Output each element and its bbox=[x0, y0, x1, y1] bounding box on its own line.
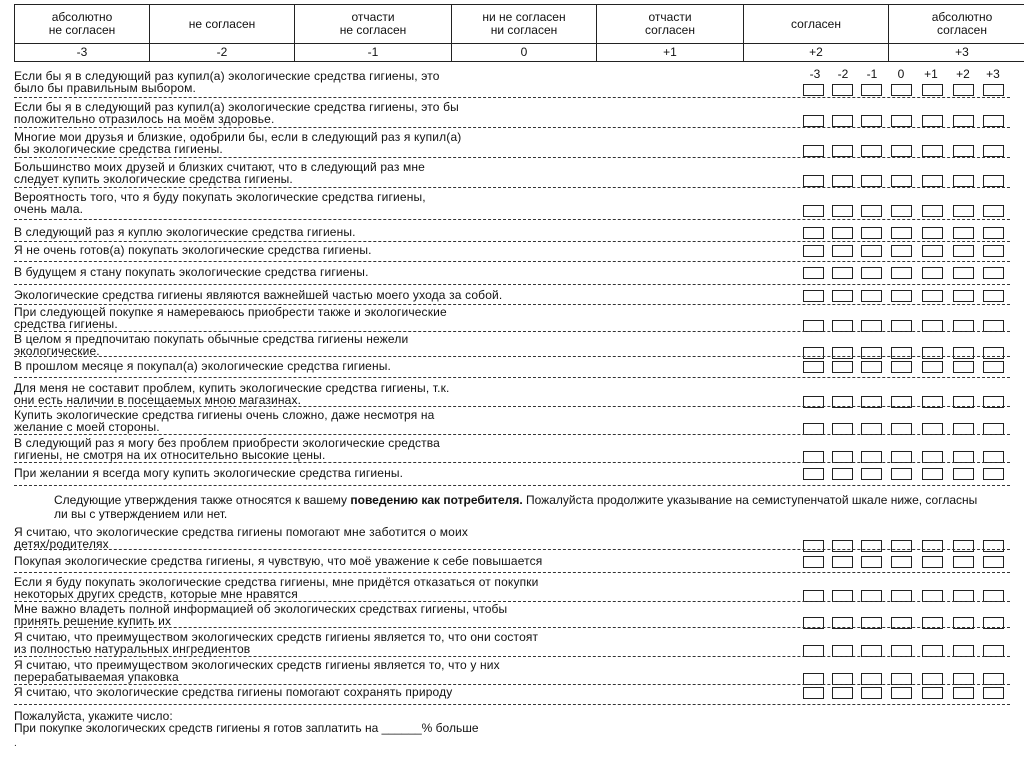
rating-checkbox[interactable] bbox=[922, 468, 943, 480]
rating-checkbox[interactable] bbox=[922, 115, 943, 127]
scale-label bbox=[295, 5, 452, 44]
column-header-label: +3 bbox=[986, 67, 1000, 81]
rating-checkbox[interactable] bbox=[953, 205, 974, 217]
rating-checkbox[interactable] bbox=[861, 687, 882, 699]
rating-checkbox-group bbox=[803, 267, 1010, 280]
rating-checkbox-group bbox=[803, 290, 1010, 303]
rating-checkbox[interactable] bbox=[953, 84, 974, 96]
rating-checkbox[interactable] bbox=[983, 556, 1004, 568]
statement-text: В прошлом месяце я покупал(а) экологические средства гигиены. bbox=[14, 359, 392, 373]
dashed-divider bbox=[14, 462, 1010, 463]
rating-checkbox[interactable] bbox=[832, 290, 853, 302]
rating-checkbox[interactable] bbox=[832, 347, 853, 359]
statement-text: Я считаю, что экологические средства гигиены помогают мне заботится о моих детях/родителях bbox=[14, 525, 469, 551]
dashed-divider bbox=[14, 704, 1010, 705]
rating-checkbox[interactable] bbox=[832, 361, 853, 373]
rating-checkbox[interactable] bbox=[832, 468, 853, 480]
rating-checkbox[interactable] bbox=[803, 267, 824, 279]
rating-checkbox[interactable] bbox=[891, 115, 912, 127]
statement-text: Я считаю, что преимуществом экологических средств гигиены является то, что у них перерабатываемая упаковка bbox=[14, 658, 500, 684]
dashed-divider bbox=[14, 187, 1010, 188]
rating-checkbox[interactable] bbox=[891, 468, 912, 480]
rating-checkbox[interactable] bbox=[922, 175, 943, 187]
rating-checkbox[interactable] bbox=[803, 347, 824, 359]
rating-checkbox-group bbox=[803, 468, 1010, 481]
scale-label-text: не согласен bbox=[188, 16, 256, 31]
rating-checkbox[interactable] bbox=[891, 227, 912, 239]
rating-checkbox[interactable] bbox=[803, 175, 824, 187]
rating-checkbox[interactable] bbox=[803, 227, 824, 239]
rating-checkbox[interactable] bbox=[861, 205, 882, 217]
rating-checkbox[interactable] bbox=[861, 227, 882, 239]
scale-label-text: абсолютно не согласен bbox=[48, 10, 116, 37]
rating-checkbox[interactable] bbox=[983, 361, 1004, 373]
rating-checkbox[interactable] bbox=[983, 175, 1004, 187]
dashed-divider bbox=[14, 549, 1010, 550]
scale-label bbox=[15, 5, 150, 44]
rating-checkbox[interactable] bbox=[803, 687, 824, 699]
statement-text: Если бы я в следующий раз купил(а) экологические средства гигиены, это бы положительно отразилось на моём здоровье. bbox=[14, 100, 459, 126]
rating-checkbox[interactable] bbox=[861, 347, 882, 359]
rating-checkbox[interactable] bbox=[832, 227, 853, 239]
footer-dot: . bbox=[14, 738, 17, 749]
rating-checkbox[interactable] bbox=[922, 245, 943, 257]
statement-text: Я считаю, что преимуществом экологических средств гигиены является то, что они состоят из полностью натуральных ингредиентов bbox=[14, 630, 539, 656]
rating-checkbox[interactable] bbox=[953, 540, 974, 552]
instructions-text: Пожалуйста продолжите указывание на семиступенчатой шкале ниже, согласны ли вы с утверждением или нет. bbox=[54, 493, 978, 521]
rating-checkbox[interactable] bbox=[953, 687, 974, 699]
statement-text: Я не очень готов(а) покупать экологические средства гигиены. bbox=[14, 243, 372, 257]
statement-text: В следующий раз я могу без проблем приобрести экологические средства гигиены, не смотря на их относительно высокие цены. bbox=[14, 436, 440, 462]
dashed-divider bbox=[14, 406, 1010, 407]
rating-checkbox[interactable] bbox=[953, 267, 974, 279]
footer-price-question: При покупке экологических средств гигиены я готов заплатить на ______% больше bbox=[14, 721, 479, 735]
rating-checkbox[interactable] bbox=[861, 361, 882, 373]
rating-checkbox[interactable] bbox=[861, 290, 882, 302]
rating-checkbox[interactable] bbox=[803, 205, 824, 217]
rating-checkbox[interactable] bbox=[922, 540, 943, 552]
rating-checkbox[interactable] bbox=[832, 145, 853, 157]
statement-text: В следующий раз я куплю экологические средства гигиены. bbox=[14, 225, 356, 239]
rating-checkbox[interactable] bbox=[983, 84, 1004, 96]
rating-checkbox[interactable] bbox=[803, 361, 824, 373]
scale-label-text: отчасти не согласен bbox=[339, 10, 407, 37]
rating-checkbox[interactable] bbox=[983, 145, 1004, 157]
dashed-divider bbox=[14, 485, 1010, 486]
rating-checkbox-group bbox=[803, 540, 1010, 553]
rating-checkbox[interactable] bbox=[983, 227, 1004, 239]
rating-checkbox[interactable] bbox=[922, 267, 943, 279]
statement-text: Если я буду покупать экологические средства гигиены, мне придётся отказаться от покупки некоторых других средств, которые мне нравятся bbox=[14, 575, 539, 601]
rating-checkbox[interactable] bbox=[832, 84, 853, 96]
rating-checkbox-group bbox=[803, 687, 1010, 700]
rating-checkbox[interactable] bbox=[983, 347, 1004, 359]
scale-label-text: согласен bbox=[791, 16, 841, 31]
rating-checkbox[interactable] bbox=[861, 540, 882, 552]
dashed-divider bbox=[14, 261, 1010, 262]
statement-text: Если бы я в следующий раз купил(а) экологические средства гигиены, это было бы правильным выбором. bbox=[14, 69, 440, 95]
rating-checkbox[interactable] bbox=[861, 245, 882, 257]
rating-checkbox[interactable] bbox=[803, 290, 824, 302]
rating-checkbox[interactable] bbox=[953, 227, 974, 239]
rating-checkbox[interactable] bbox=[861, 468, 882, 480]
rating-checkbox[interactable] bbox=[922, 687, 943, 699]
rating-checkbox[interactable] bbox=[922, 205, 943, 217]
rating-checkbox[interactable] bbox=[983, 267, 1004, 279]
scale-label bbox=[889, 5, 1024, 44]
rating-checkbox[interactable] bbox=[861, 556, 882, 568]
rating-checkbox[interactable] bbox=[891, 175, 912, 187]
rating-checkbox[interactable] bbox=[922, 145, 943, 157]
column-header-label: -2 bbox=[837, 67, 849, 81]
rating-checkbox[interactable] bbox=[891, 556, 912, 568]
rating-checkbox[interactable] bbox=[832, 540, 853, 552]
rating-checkbox[interactable] bbox=[832, 267, 853, 279]
rating-checkbox-group bbox=[803, 617, 1010, 630]
rating-checkbox[interactable] bbox=[891, 290, 912, 302]
rating-checkbox[interactable] bbox=[803, 468, 824, 480]
statement-text: Многие мои друзья и близкие, одобрили бы, если в следующий раз я купил(а) бы экологические средства гигиены. bbox=[14, 130, 462, 156]
column-header-label: -1 bbox=[866, 67, 878, 81]
scale-label bbox=[452, 5, 597, 44]
dashed-divider bbox=[14, 157, 1010, 158]
rating-checkbox[interactable] bbox=[832, 175, 853, 187]
rating-checkbox-group bbox=[803, 84, 1010, 97]
statement-text: В будущем я стану покупать экологические средства гигиены. bbox=[14, 265, 369, 279]
dashed-divider bbox=[14, 241, 1010, 242]
rating-checkbox[interactable] bbox=[953, 556, 974, 568]
scale-value: +1 bbox=[597, 44, 744, 62]
rating-checkbox[interactable] bbox=[832, 245, 853, 257]
rating-checkbox[interactable] bbox=[922, 556, 943, 568]
rating-checkbox-group bbox=[803, 396, 1010, 409]
rating-checkbox[interactable] bbox=[861, 115, 882, 127]
rating-checkbox[interactable] bbox=[891, 205, 912, 217]
rating-checkbox[interactable] bbox=[861, 84, 882, 96]
rating-checkbox[interactable] bbox=[983, 540, 1004, 552]
statement-text: При следующей покупке я намереваюсь приобрести также и экологические средства гигиены. bbox=[14, 305, 447, 331]
scale-value: 0 bbox=[452, 44, 597, 62]
dashed-divider bbox=[14, 219, 1010, 220]
rating-checkbox-group bbox=[803, 245, 1010, 258]
checkbox-column-header bbox=[800, 67, 1010, 81]
rating-checkbox[interactable] bbox=[803, 115, 824, 127]
rating-checkbox[interactable] bbox=[832, 205, 853, 217]
column-header-label: -3 bbox=[809, 67, 821, 81]
rating-checkbox-group bbox=[803, 227, 1010, 240]
scale-values-row bbox=[15, 44, 1024, 62]
scale-label bbox=[597, 5, 744, 44]
column-header-label: 0 bbox=[897, 67, 905, 81]
rating-checkbox[interactable] bbox=[953, 245, 974, 257]
dashed-divider bbox=[14, 434, 1010, 435]
scale-labels-row bbox=[15, 5, 1024, 44]
rating-checkbox[interactable] bbox=[983, 468, 1004, 480]
column-header-label: +1 bbox=[924, 67, 938, 81]
rating-checkbox[interactable] bbox=[891, 145, 912, 157]
column-header-label: +2 bbox=[956, 67, 970, 81]
statement-text: Экологические средства гигиены являются важнейшей частью моего ухода за собой. bbox=[14, 288, 503, 302]
rating-checkbox[interactable] bbox=[803, 84, 824, 96]
scale-label bbox=[150, 5, 295, 44]
rating-checkbox[interactable] bbox=[803, 145, 824, 157]
dashed-divider bbox=[14, 627, 1010, 628]
footer-prompt: Пожалуйста, укажите число: bbox=[14, 709, 173, 723]
statement-text: Для меня не составит проблем, купить экологические средства гигиены, т.к. они есть наличии в посещаемых мною магазинах. bbox=[14, 381, 450, 407]
rating-checkbox[interactable] bbox=[983, 205, 1004, 217]
statement-text: В целом я предпочитаю покупать обычные средства гигиены нежели экологические. bbox=[14, 332, 409, 358]
footer bbox=[14, 709, 814, 749]
instructions bbox=[54, 493, 994, 521]
rating-checkbox[interactable] bbox=[983, 115, 1004, 127]
rating-checkbox[interactable] bbox=[891, 361, 912, 373]
rating-checkbox[interactable] bbox=[803, 245, 824, 257]
rating-checkbox[interactable] bbox=[922, 84, 943, 96]
rating-checkbox[interactable] bbox=[922, 347, 943, 359]
rating-checkbox[interactable] bbox=[861, 175, 882, 187]
rating-checkbox[interactable] bbox=[832, 556, 853, 568]
scale-label bbox=[744, 5, 889, 44]
rating-checkbox[interactable] bbox=[983, 245, 1004, 257]
rating-checkbox[interactable] bbox=[803, 540, 824, 552]
rating-checkbox-group bbox=[803, 556, 1010, 569]
rating-checkbox[interactable] bbox=[861, 145, 882, 157]
statement-text: Вероятность того, что я буду покупать экологические средства гигиены, очень мала. bbox=[14, 190, 426, 216]
rating-checkbox[interactable] bbox=[983, 687, 1004, 699]
rating-checkbox[interactable] bbox=[922, 361, 943, 373]
rating-checkbox[interactable] bbox=[953, 115, 974, 127]
scale-value: +3 bbox=[889, 44, 1024, 62]
scale-label-text: ни не согласен ни согласен bbox=[482, 10, 566, 37]
statement-text: Покупая экологические средства гигиены, я чувствую, что моё уважение к себе повышается bbox=[14, 554, 543, 568]
rating-checkbox[interactable] bbox=[891, 687, 912, 699]
statement-text: При желании я всегда могу купить экологические средства гигиены. bbox=[14, 466, 404, 480]
instructions-text: Следующие утверждения также относятся к вашему bbox=[54, 493, 348, 507]
scale-label-text: отчасти согласен bbox=[645, 10, 695, 37]
instructions-bold: поведению как потребителя. bbox=[350, 493, 523, 507]
rating-checkbox[interactable] bbox=[891, 84, 912, 96]
rating-checkbox[interactable] bbox=[891, 347, 912, 359]
rating-checkbox[interactable] bbox=[891, 245, 912, 257]
statement-text: Я считаю, что экологические средства гигиены помогают сохранять природу bbox=[14, 685, 453, 699]
scale-value: -2 bbox=[150, 44, 295, 62]
rating-checkbox[interactable] bbox=[891, 267, 912, 279]
dashed-divider bbox=[14, 97, 1010, 98]
rating-checkbox[interactable] bbox=[922, 227, 943, 239]
dashed-divider bbox=[14, 377, 1010, 378]
agreement-scale-table bbox=[14, 4, 1024, 62]
rating-checkbox[interactable] bbox=[803, 556, 824, 568]
rating-checkbox-group bbox=[803, 347, 1010, 360]
dashed-divider bbox=[14, 356, 1010, 357]
dashed-divider bbox=[14, 284, 1010, 285]
rating-checkbox[interactable] bbox=[832, 115, 853, 127]
statement-text: Купить экологические средства гигиены очень сложно, даже несмотря на желание с моей стороны. bbox=[14, 408, 435, 434]
rating-checkbox[interactable] bbox=[891, 540, 912, 552]
rating-checkbox[interactable] bbox=[983, 290, 1004, 302]
rating-checkbox[interactable] bbox=[922, 290, 943, 302]
rating-checkbox[interactable] bbox=[953, 347, 974, 359]
rating-checkbox[interactable] bbox=[953, 145, 974, 157]
dashed-divider bbox=[14, 572, 1010, 573]
rating-checkbox[interactable] bbox=[832, 687, 853, 699]
scale-value: +2 bbox=[744, 44, 889, 62]
statement-text: Мне важно владеть полной информацией об экологических средствах гигиены, чтобы принять решение купить их bbox=[14, 602, 508, 628]
dashed-divider bbox=[14, 127, 1010, 128]
rating-checkbox[interactable] bbox=[953, 290, 974, 302]
rating-checkbox[interactable] bbox=[953, 468, 974, 480]
dashed-divider bbox=[14, 656, 1010, 657]
scale-value: -1 bbox=[295, 44, 452, 62]
statement-text: Большинство моих друзей и близких считают, что в следующий раз мне следует купить экологические средства гигиены. bbox=[14, 160, 425, 186]
rating-checkbox[interactable] bbox=[953, 175, 974, 187]
scale-value: -3 bbox=[15, 44, 150, 62]
rating-checkbox[interactable] bbox=[953, 361, 974, 373]
rating-checkbox[interactable] bbox=[861, 267, 882, 279]
scale-label-text: абсолютно согласен bbox=[931, 10, 993, 37]
rating-checkbox-group bbox=[803, 205, 1010, 218]
rating-checkbox-group bbox=[803, 361, 1010, 374]
